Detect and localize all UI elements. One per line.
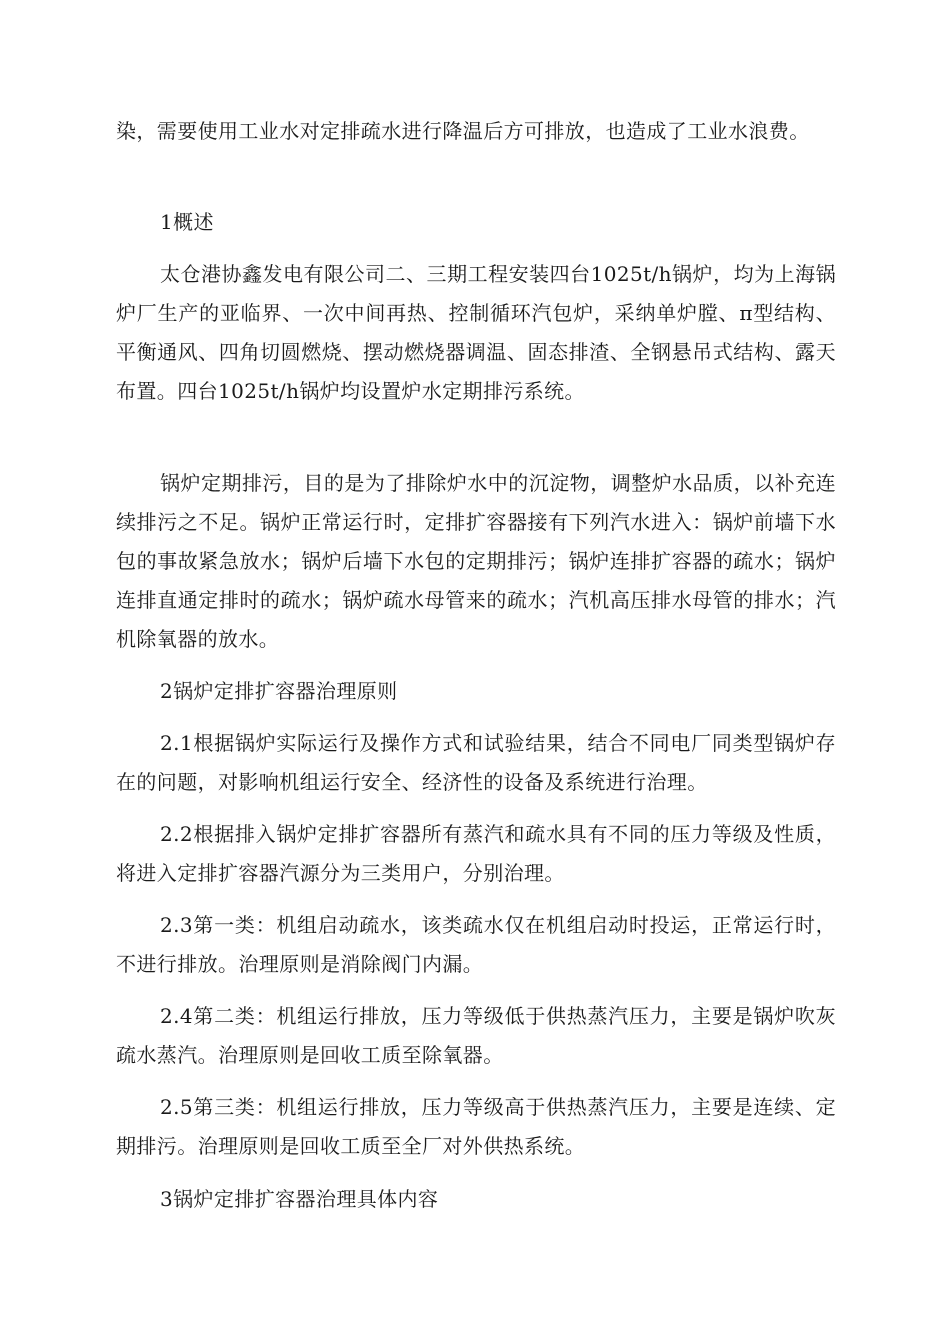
paragraph-continuation: 染，需要使用工业水对定排疏水进行降温后方可排放，也造成了工业水浪费。 xyxy=(116,119,810,143)
heading-overview: 1概述 xyxy=(160,210,214,234)
paragraph-2-1: 2.1根据锅炉实际运行及操作方式和试验结果，结合不同电厂同类型锅炉存在的问题，对影响机组运行安全、经济性的设备及系统进行治理。 xyxy=(116,731,836,794)
paragraph-2-5: 2.5第三类：机组运行排放，压力等级高于供热蒸汽压力，主要是连续、定期排污。治理原则是回收工质至全厂对外供热系统。 xyxy=(116,1095,836,1158)
paragraph-2-3: 2.3第一类：机组启动疏水，该类疏水仅在机组启动时投运，正常运行时，不进行排放。治理原则是消除阀门内漏。 xyxy=(116,913,836,976)
heading-specific-content: 3锅炉定排扩容器治理具体内容 xyxy=(160,1187,439,1211)
paragraph-periodic-blowdown: 锅炉定期排污，目的是为了排除炉水中的沉淀物，调整炉水品质，以补充连续排污之不足。锅炉正常运行时，定排扩容器接有下列汽水进入：锅炉前墙下水包的事故紧急放水；锅炉后墙下水包的定期排污；锅炉连排扩容器的疏水；锅炉连排直通定排时的疏水；锅炉疏水母管来的疏水；汽机高压排水母管的排水；汽机除氧器的放水。 xyxy=(116,471,836,651)
paragraph-2-2: 2.2根据排入锅炉定排扩容器所有蒸汽和疏水具有不同的压力等级及性质，将进入定排扩容器汽源分为三类用户，分别治理。 xyxy=(116,822,836,885)
paragraph-2-4: 2.4第二类：机组运行排放，压力等级低于供热蒸汽压力，主要是锅炉吹灰疏水蒸汽。治理原则是回收工质至除氧器。 xyxy=(116,1004,836,1067)
heading-principles: 2锅炉定排扩容器治理原则 xyxy=(160,679,398,703)
paragraph-plant-description: 太仓港协鑫发电有限公司二、三期工程安装四台1025t/h锅炉，均为上海锅炉厂生产的亚临界、一次中间再热、控制循环汽包炉，采纳单炉膛、π型结构、平衡通风、四角切圆燃烧、摆动燃烧器调温、固态排渣、全钢悬吊式结构、露天布置。四台1025t/h锅炉均设置炉水定期排污系统。 xyxy=(116,262,836,403)
